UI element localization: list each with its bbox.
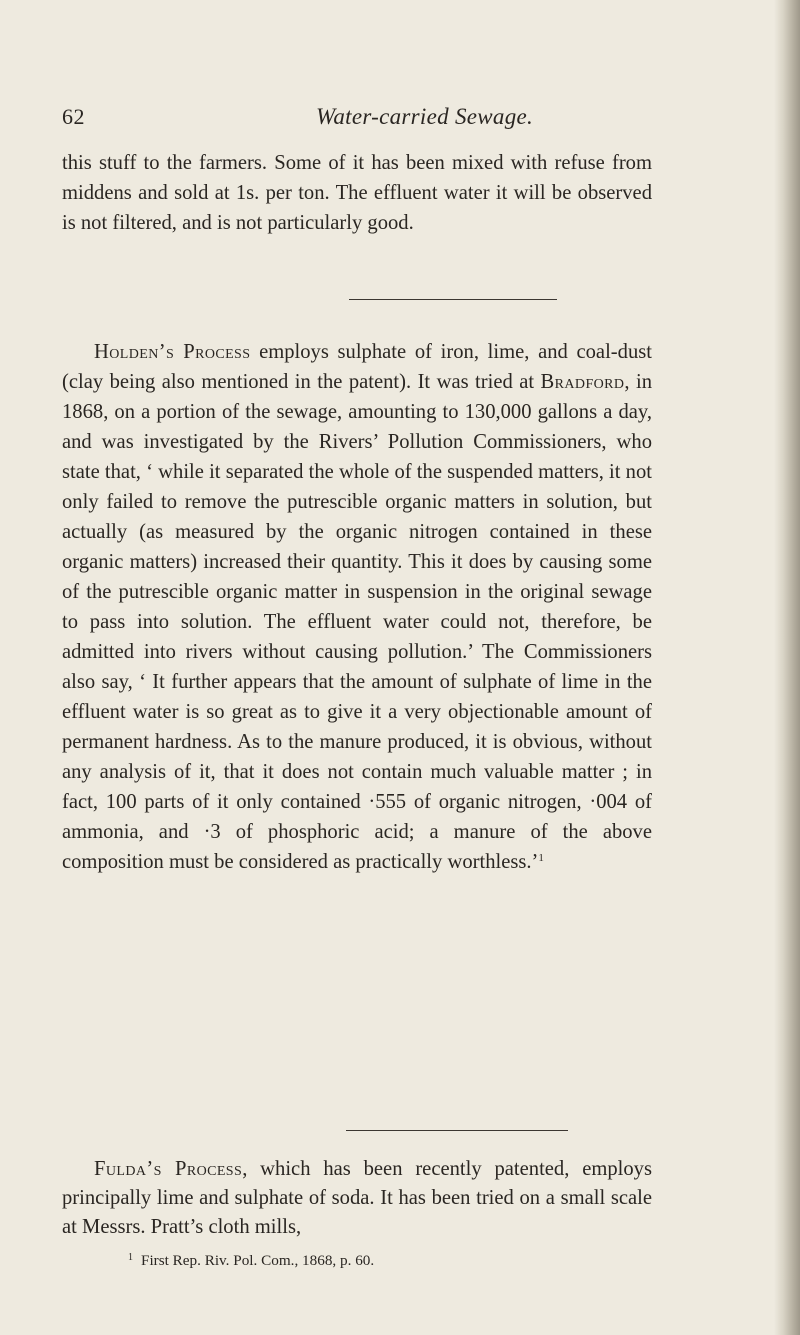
page-number: 62 <box>62 104 85 129</box>
paragraph-text: employs sulphate of iron, lime, and coal-dust (clay being also mentioned in the patent). It was tried at <box>62 341 652 393</box>
section-divider <box>346 1130 568 1131</box>
place-name-bradford: Bradford <box>540 371 625 393</box>
footnote-text: First Rep. Riv. Pol. Com., 1868, p. 60. <box>141 1252 375 1269</box>
footnote <box>128 1251 668 1271</box>
paragraph-fuldas-process <box>62 1155 652 1242</box>
running-title: Water-carried Sewage. <box>316 104 534 129</box>
footnote-reference: 1 <box>538 852 544 864</box>
process-name-holden: Holden’s Process <box>94 341 251 363</box>
paragraph-text: , which has been recently patented, employs principally lime and sulphate of soda. It has been tried on a small scale at Messrs. Pratt’s cloth mills, <box>62 1158 652 1238</box>
footnote-marker: 1 <box>128 1252 133 1263</box>
paragraph-holdens-process <box>62 337 652 877</box>
paragraph-text: , in 1868, on a portion of the sewage, amounting to 130,000 gallons a day, and was investigated by the Rivers’ Pollution Commissioners, who state that, ‘ while it separated the whole of the suspended matters, it not only failed to remove the putrescible organic matters in solution, but actually (as measured by the organic nitrogen contained in these organic matters) increased their quantity. This it does by causing some of the putrescible organic matter in suspension in the original sewage to pass into solution. The effluent water could not, therefore, be admitted into rivers without causing pollution.’ The Commissioners also say, ‘ It further appears that the amount of sulphate of lime in the effluent water is so great as to give it a very objectionable amount of permanent hardness. As to the manure produced, it is obvious, without any analysis of it, that it does not contain much valuable matter ; in fact, 100 parts of it only contained ·555 of organic nitrogen, ·004 of ammonia, and ·3 of phosphoric acid; a manure of the above composition must be considered as practically worthless.’ <box>62 371 652 873</box>
paragraph-continued: this stuff to the farmers. Some of it has been mixed with refuse from middens and sold at 1s. per ton. The effluent water it will be observed is not filtered, and is not particularly good. <box>62 152 652 234</box>
section-divider <box>349 299 557 300</box>
page-spine-shadow <box>774 0 800 1335</box>
page-header <box>62 104 682 138</box>
process-name-fulda: Fulda’s Process <box>94 1158 243 1180</box>
